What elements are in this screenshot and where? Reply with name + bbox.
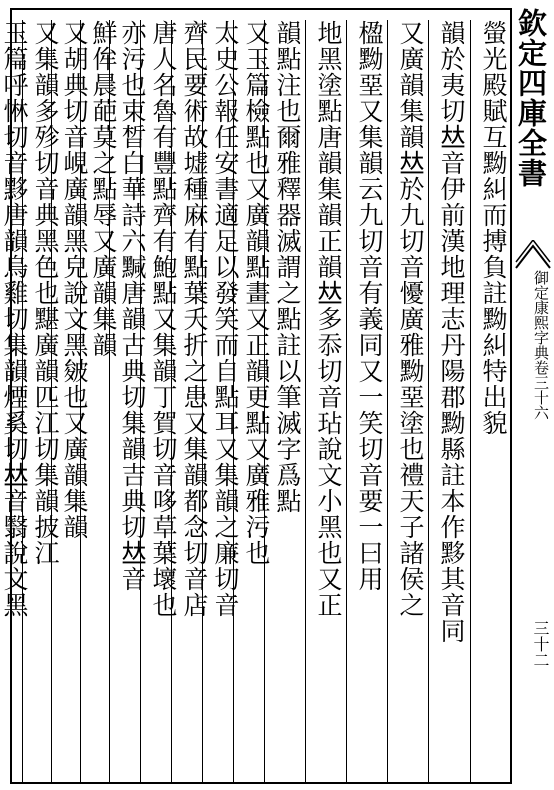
text-column: 又胡典切音峴廣韻黑皃說文黑皴也又廣韻集韻 (60, 20, 89, 540)
book-title: 欽定四庫全書 (514, 8, 548, 188)
text-column: 又廣韻集韻𠀤於九切音懮廣雅黝堊塗也禮天子諸侯之 (396, 20, 425, 618)
text-column (0, 20, 2, 784)
text-column: 鮮侔晨葩莫之點辱又廣韻集韻 (89, 20, 118, 358)
text-column: 韻於夷切𠀤音伊前漢地理志丹陽郡黝縣註本作黟其音同 (437, 20, 466, 644)
text-column: 太史公報任安書適足以發笑而自點耳又集韻之廉切音 (211, 20, 240, 618)
text-column: 亦污也束晳白華詩六黬唐韻古典切集韻吉典切𠀤音 (118, 20, 147, 592)
text-column: 地黑塗點唐韻集韻正韻𠀤多忝切音玷說文小黑也又正 (314, 20, 343, 618)
fish-tail-mark-icon (514, 240, 552, 270)
volume-label: 御定康熙字典卷三十六 (532, 270, 550, 420)
page-number: 三十二 (531, 620, 550, 668)
text-column: 螢光殿賦互黝糾而搏負註黝糾特出貌 (479, 20, 508, 436)
text-column: 又玉篇檢點也又廣韻點畫又正韻更點又廣雅污也 (242, 20, 271, 566)
column-rule (470, 20, 471, 784)
text-column: 玉篇呼惏切音黟唐韻烏雞切集韻煙奚切𠀤音翳說文黑 (0, 20, 29, 618)
text-column: 韻點注也爾雅釋器滅謂之點註以筆滅字爲點 (273, 20, 302, 514)
text-frame (0, 8, 512, 784)
text-column: 唐人名魯有豐點齊有鮑點又集韻丁賀切音哆草葉壞也 (149, 20, 178, 618)
text-column: 齊民要術故墟種麻有點葉夭折之患又集韻都念切音店 (180, 20, 209, 618)
text-column: 楹黝堊又集韻云九切音有義同又一笑切音要一曰用 (355, 20, 384, 592)
text-column: 又集韻多殄切音典黑色也黮廣韻匹江切集韻披江 (31, 20, 60, 566)
side-margin (514, 8, 552, 784)
